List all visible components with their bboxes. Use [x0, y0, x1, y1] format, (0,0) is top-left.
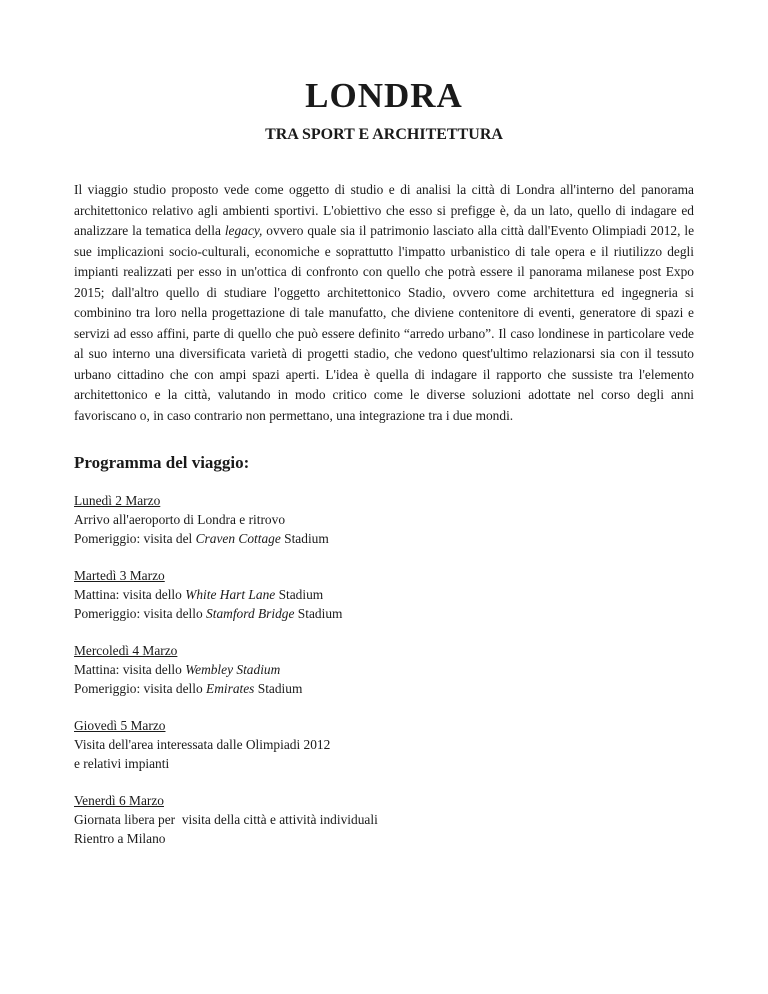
stadium-name: Stamford Bridge: [206, 606, 295, 621]
stadium-name: White Hart Lane: [185, 587, 276, 602]
intro-text-part1: Il viaggio studio proposto vede come oggetto di studio e di analisi la città di Londra all'interno del panorama architettonico relativo agli ambienti sportivi. L'obiettivo che esso si prefigge è, da un lato, quello di indagare ed analizzare la tematica della: [74, 182, 694, 238]
activity-text: Pomeriggio: visita dello: [74, 606, 207, 621]
day-activity: [74, 529, 694, 548]
day-monday: [74, 491, 694, 548]
document-subtitle: TRA SPORT E ARCHITETTURA: [265, 126, 503, 143]
stadium-name: Wembley Stadium: [185, 662, 281, 677]
day-title: Venerdì 6 Marzo: [74, 793, 164, 808]
day-activity: Arrivo all'aeroporto di Londra e ritrovo: [74, 512, 286, 527]
day-wednesday: [74, 641, 694, 698]
activity-text: Pomeriggio: visita dello: [74, 681, 207, 696]
document-title: LONDRA: [305, 76, 463, 115]
activity-text: Stadium: [254, 681, 303, 696]
intro-legacy-term: legacy,: [224, 223, 263, 238]
activity-text: Pomeriggio: visita del: [74, 531, 196, 546]
day-activity: [74, 660, 694, 679]
stadium-name: Emirates: [206, 681, 255, 696]
day-title: Martedì 3 Marzo: [74, 568, 165, 583]
day-activity: Giornata libera per visita della città e attività individuali: [74, 812, 378, 827]
intro-text-part2: ovvero quale sia il patrimonio lasciato alla città dall'Evento Olimpiadi 2012, le sue implicazioni socio-culturali, economiche e soprattutto l'impatto urbanistico di tale opera e il riutilizzo degli impianti realizzati per esso in un'ottica di confronto con quello che potrà essere il panorama milanese post Expo 2015; dall'altro quello di studiare l'oggetto architettonico Stadio, ovvero come architettura ed ingegneria si combinino tra loro nella progettazione di tale manufatto, che diviene contenitore di eventi, generatore di spazi e servizi ad esso affini, parte di quello che può essere definito “arredo urbano”. Il caso londinese in particolare vede al suo interno una diversificata varietà di progetti stadio, che vedono quest'ultimo relazionarsi sia con il tessuto urbano cittadino che con ampi spazi aperti. L'idea è quella di indagare il rapporto che sussiste tra l'elemento architettonico e la città, valutando in modo critico come le diverse soluzioni adottate nel corso degli anni favoriscano o, in caso contrario non permettano, una integrazione tra i due mondi.: [74, 223, 695, 423]
day-title: Lunedì 2 Marzo: [74, 493, 161, 508]
day-activity: Visita dell'area interessata dalle Olimpiadi 2012: [74, 737, 331, 752]
intro-paragraph: [74, 180, 694, 426]
day-activity: e relativi impianti: [74, 756, 170, 771]
activity-text: Mattina: visita dello: [74, 587, 186, 602]
day-activity: [74, 679, 694, 698]
day-title: Giovedì 5 Marzo: [74, 718, 166, 733]
activity-text: Stadium: [275, 587, 324, 602]
stadium-name: Craven Cottage: [195, 531, 281, 546]
activity-text: Stadium: [294, 606, 343, 621]
program-heading: Programma del viaggio:: [74, 453, 250, 472]
activity-text: Mattina: visita dello: [74, 662, 186, 677]
day-thursday: [74, 716, 694, 773]
day-activity: Rientro a Milano: [74, 831, 166, 846]
day-tuesday: [74, 566, 694, 623]
day-friday: [74, 791, 694, 848]
day-title: Mercoledì 4 Marzo: [74, 643, 178, 658]
day-activity: [74, 604, 694, 623]
day-activity: [74, 585, 694, 604]
program-list: [74, 491, 694, 866]
activity-text: Stadium: [280, 531, 329, 546]
